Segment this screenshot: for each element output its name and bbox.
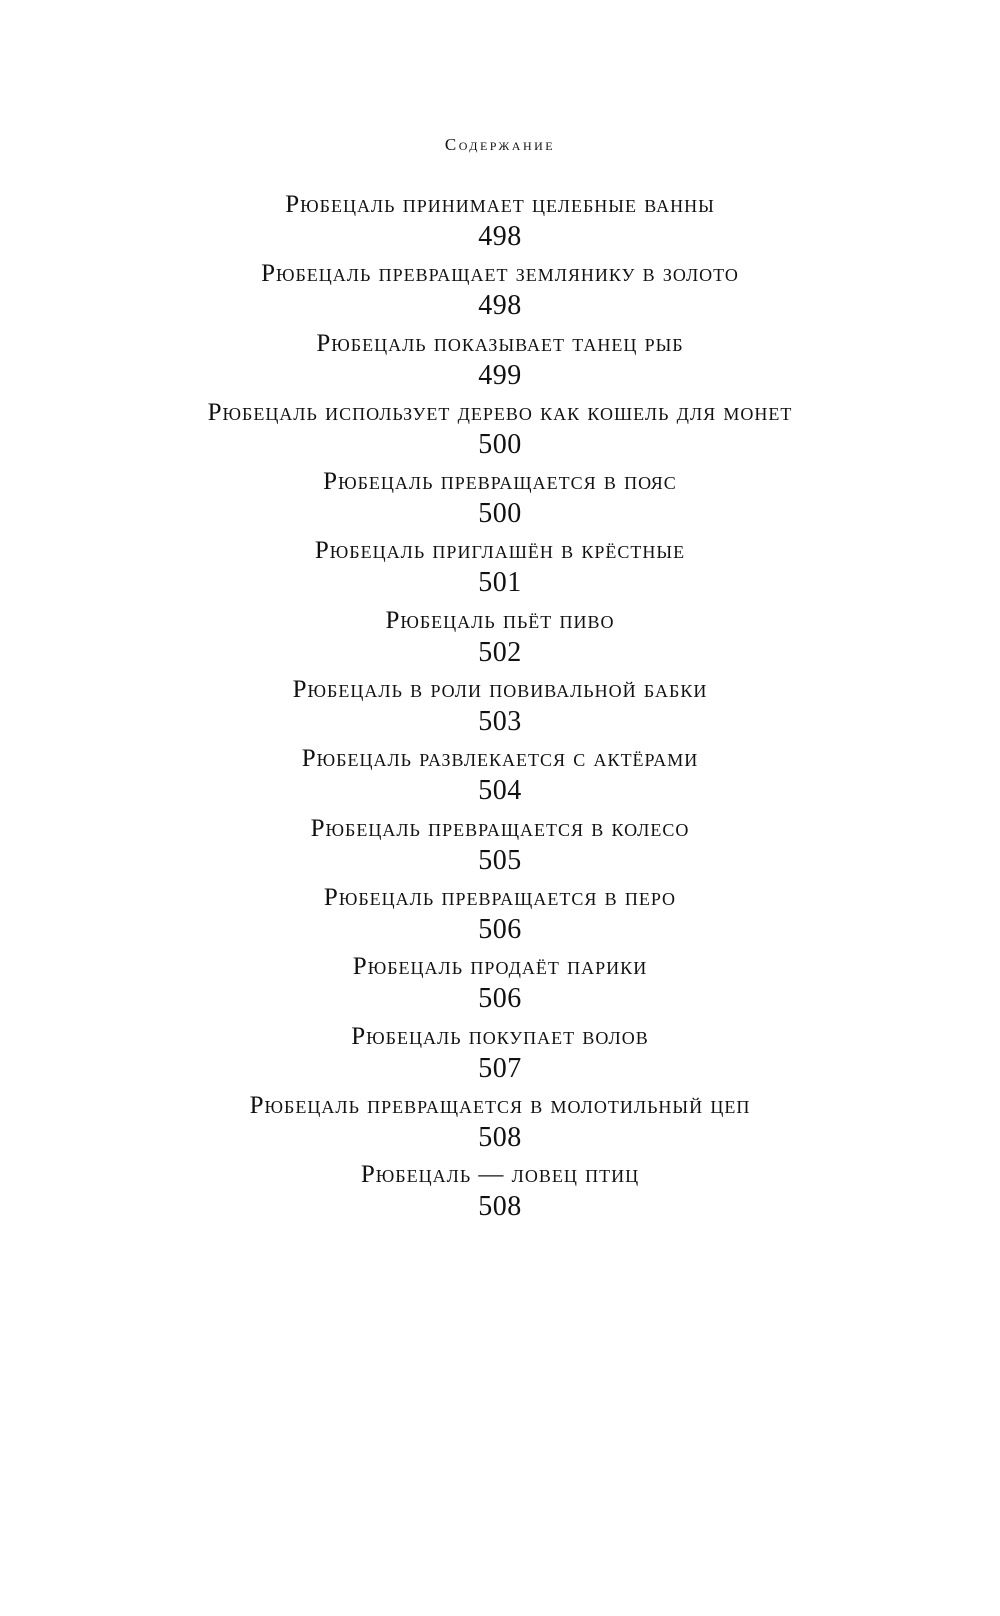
toc-entry[interactable] [0, 465, 1000, 534]
table-of-contents [0, 188, 1000, 1227]
toc-entry-page: 504 [478, 775, 522, 807]
toc-entry[interactable] [0, 188, 1000, 257]
toc-entry-title: Рюбецаль принимает целебные ванны [285, 191, 715, 218]
toc-entry-page: 505 [478, 844, 522, 876]
toc-entry[interactable] [0, 327, 1000, 396]
toc-entry[interactable] [0, 742, 1000, 811]
toc-entry-page: 503 [478, 706, 522, 738]
toc-entry[interactable] [0, 1158, 1000, 1227]
toc-entry-page: 508 [478, 1191, 522, 1223]
toc-entry-page: 507 [478, 1052, 522, 1084]
toc-entry-page: 498 [478, 221, 522, 252]
toc-entry[interactable] [0, 881, 1000, 950]
toc-entry-page: 500 [478, 428, 522, 460]
toc-entry-title: Рюбецаль превращается в перо [323, 883, 677, 911]
toc-entry-title: Рюбецаль в роли повивальной бабки [292, 676, 708, 704]
toc-entry[interactable] [0, 257, 1000, 326]
toc-entry-page: 506 [478, 913, 522, 945]
toc-entry[interactable] [0, 396, 1000, 465]
toc-entry-title: Рюбецаль приглашён в крёстные [314, 537, 686, 565]
toc-entry-page: 498 [478, 290, 522, 322]
toc-entry-title: Рюбецаль использует дерево как кошель для монет [207, 398, 793, 426]
toc-entry-title: Рюбецаль превращает землянику в золото [261, 260, 739, 288]
toc-entry[interactable] [0, 1020, 1000, 1089]
toc-entry[interactable] [0, 812, 1000, 881]
toc-entry[interactable] [0, 950, 1000, 1019]
toc-entry-title: Рюбецаль продаёт парики [352, 953, 648, 981]
toc-entry-title: Рюбецаль развлекается с актёрами [301, 745, 699, 773]
toc-entry[interactable] [0, 673, 1000, 742]
toc-entry[interactable] [0, 1089, 1000, 1158]
running-head: Содержание [444, 135, 556, 154]
toc-entry-title: Рюбецаль покупает волов [351, 1022, 649, 1050]
toc-entry-title: Рюбецаль превращается в пояс [323, 468, 677, 496]
toc-entry-page: 502 [478, 636, 522, 668]
toc-entry[interactable] [0, 604, 1000, 673]
toc-entry-page: 501 [478, 567, 522, 599]
toc-entry-title: Рюбецаль превращается в молотильный цеп [249, 1091, 751, 1119]
toc-entry-title: Рюбецаль показывает танец рыб [316, 329, 684, 357]
toc-entry[interactable] [0, 534, 1000, 603]
toc-entry-page: 499 [478, 359, 522, 391]
toc-entry-page: 508 [478, 1121, 522, 1153]
toc-entry-page: 500 [478, 498, 522, 530]
toc-entry-title: Рюбецаль превращается в колесо [310, 814, 690, 842]
toc-entry-title: Рюбецаль — ловец птиц [360, 1161, 640, 1189]
toc-entry-title: Рюбецаль пьёт пиво [385, 606, 615, 634]
toc-entry-page: 506 [478, 983, 522, 1015]
